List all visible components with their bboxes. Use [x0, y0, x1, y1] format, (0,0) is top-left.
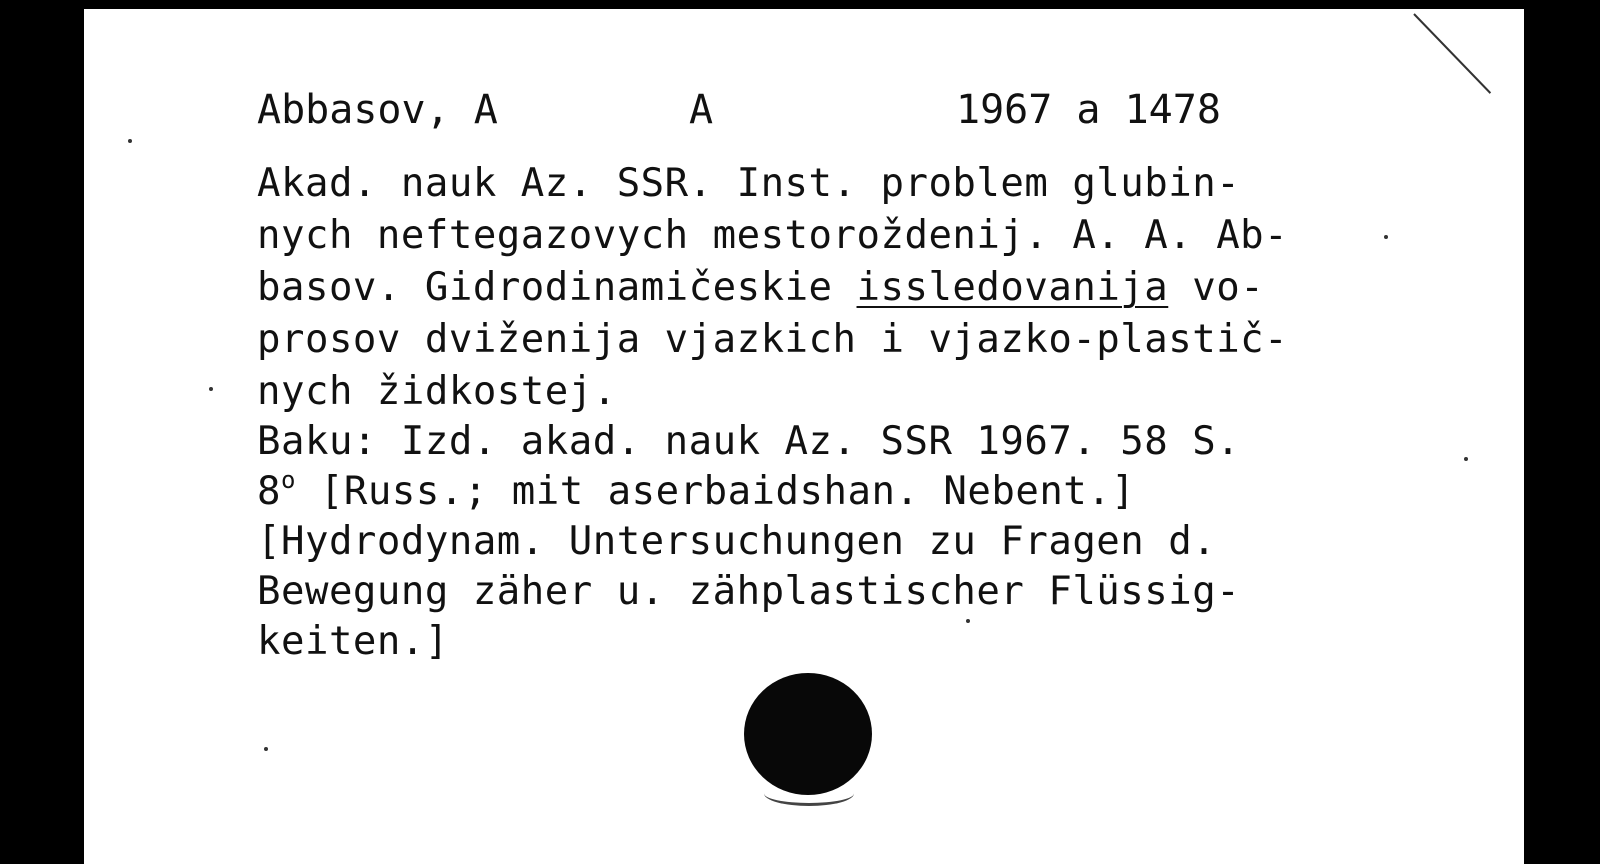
translation-line-1: [Hydrodynam. Untersuchungen zu Fragen d.	[257, 519, 1217, 564]
entry-line-3	[257, 265, 1265, 310]
dust-speck	[1384, 235, 1388, 239]
underlined-word: issledovanija	[856, 265, 1169, 310]
format-degree: o	[280, 466, 296, 494]
corner-stroke-mark	[1413, 13, 1491, 94]
title-start: Gidrodinamičeskie	[424, 265, 857, 310]
translation-line-2: Bewegung zäher u. zähplastischer Flüssig-	[257, 569, 1241, 614]
punched-hole-shadow	[764, 781, 854, 806]
dust-speck	[209, 387, 213, 391]
shelfmark: 1967 a 1478	[956, 87, 1221, 133]
entry-line-3-start: basov.	[257, 265, 425, 310]
language-note: [Russ.; mit aserbaidshan. Nebent.]	[295, 469, 1136, 514]
dust-speck	[966, 619, 970, 623]
imprint-line: Baku: Izd. akad. nauk Az. SSR 1967. 58 S.	[257, 419, 1241, 464]
format-size: 8	[257, 469, 281, 514]
title-continuation: vo-	[1168, 265, 1265, 310]
punched-hole	[744, 673, 872, 795]
translation-line-3: keiten.]	[257, 619, 449, 664]
entry-line-4: prosov dviženija vjazkich i vjazko-plastič-	[257, 317, 1289, 362]
index-card	[84, 9, 1524, 864]
filing-letter: A	[689, 87, 714, 133]
dust-speck	[1464, 457, 1468, 461]
entry-line-5: nych židkostej.	[257, 369, 617, 414]
format-line	[257, 466, 1136, 514]
entry-line-1: Akad. nauk Az. SSR. Inst. problem glubin-	[257, 161, 1241, 206]
dust-speck	[264, 747, 268, 751]
dust-speck	[128, 139, 132, 143]
author-heading: Abbasov, A	[257, 87, 498, 133]
entry-line-2: nych neftegazovych mestoroždenij. A. A. Ab-	[257, 213, 1289, 258]
